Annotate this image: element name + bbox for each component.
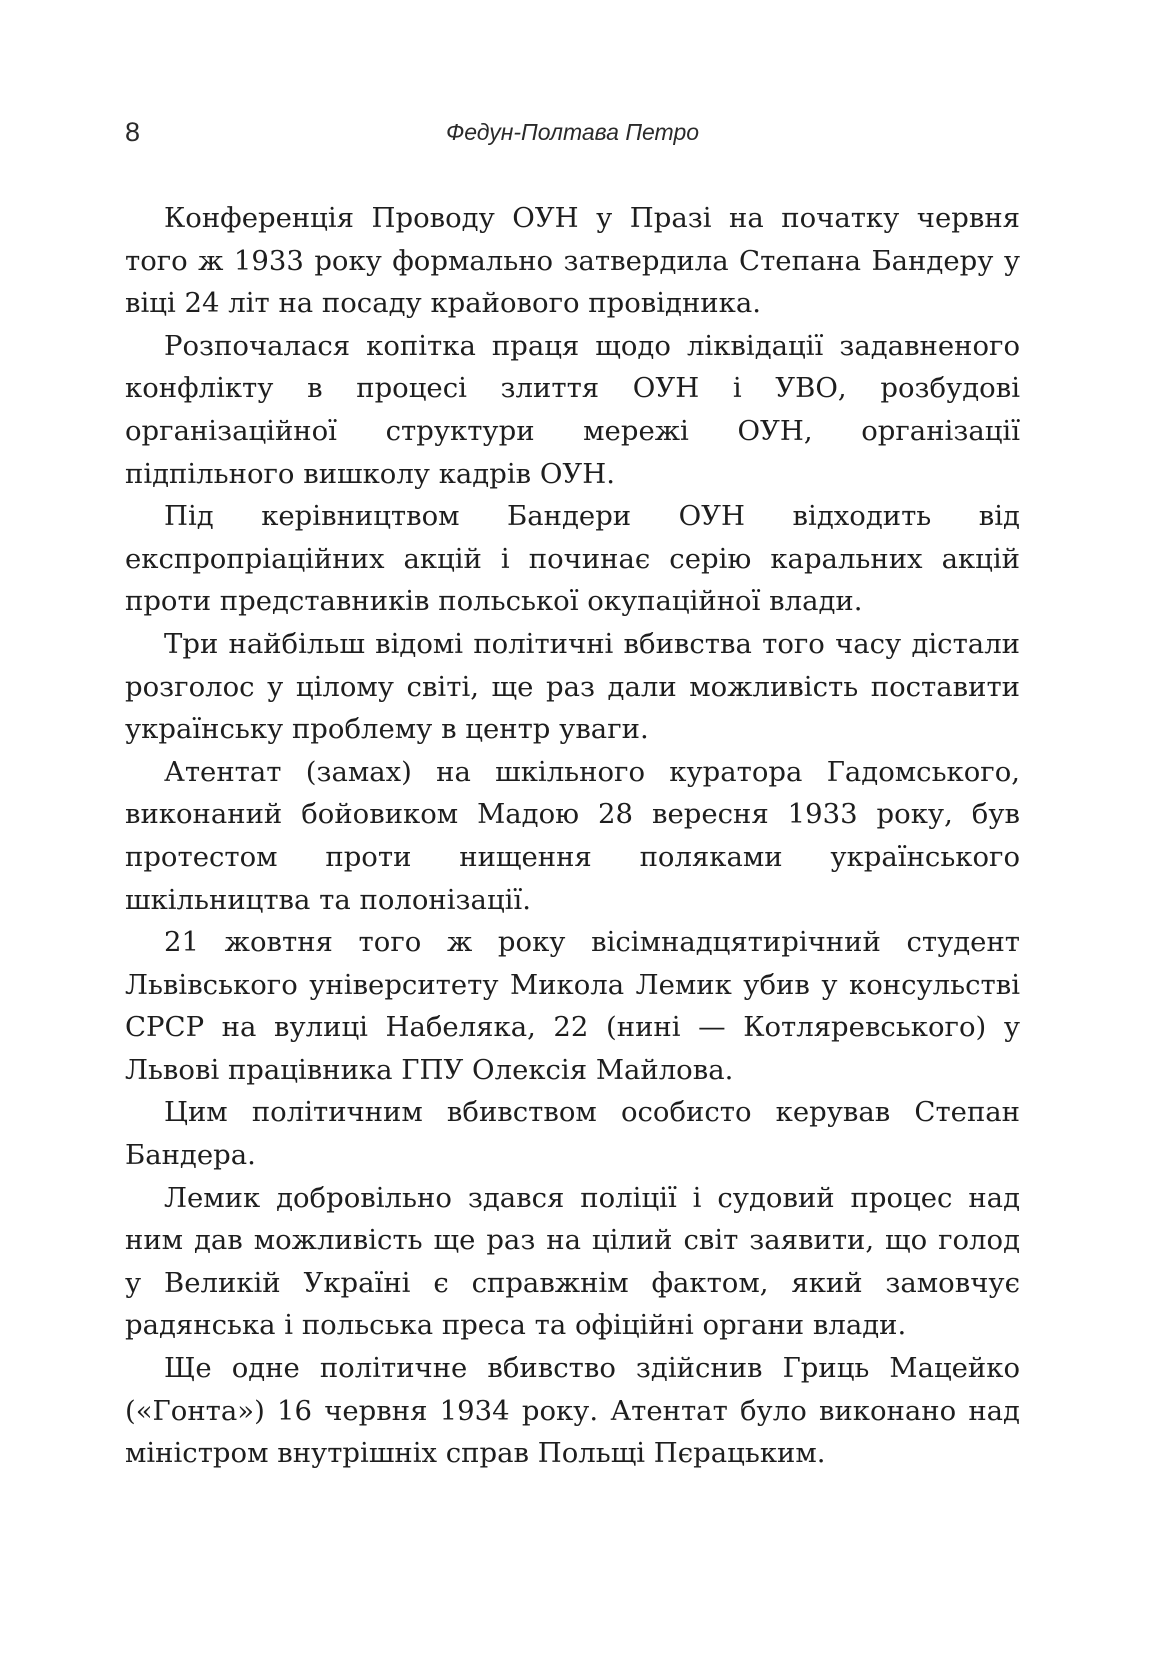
body-text bbox=[125, 197, 1020, 1475]
running-title: Федун-Полтава Петро bbox=[445, 119, 700, 145]
paragraph: Ще одне політичне вбивство здійснив Гриць Мацейко («Гонта») 16 червня 1934 року. Атентат було виконано над міністром внутрішніх справ Польщі Пєрацьким. bbox=[125, 1352, 1020, 1470]
paragraph: Розпочалася копітка праця щодо ліквідації задавненого конфлікту в процесі злиття ОУН і УВО, розбудові організаційної структури мережі ОУН, організації підпільного вишколу кадрів ОУН. bbox=[125, 329, 1020, 490]
paragraph: Три найбільш відомі політичні вбивства того часу дістали розголос у цілому світі, ще раз дали можливість поставити українську проблему в центр уваги. bbox=[125, 627, 1020, 746]
page-number: 8 bbox=[125, 117, 141, 147]
paragraph: Лемик добровільно здався поліції і судовий процес над ним дав можливість ще раз на цілий світ заявити, що голод у Великій Україні є справжнім фактом, який замовчує радянська і польська преса та офіційні органи влади. bbox=[125, 1181, 1020, 1342]
paragraph: Цим політичним вбивством особисто керував Степан Бандера. bbox=[125, 1096, 1020, 1172]
paragraph: Під керівництвом Бандери ОУН відходить від експропріаційних акцій і починає серію каральних акцій проти представників польської окупаційної влади. bbox=[125, 500, 1020, 618]
paragraph: Атентат (замах) на шкільного куратора Гадомського, виконаний бойовиком Мадою 28 вересня 1933 року, був протестом проти нищення поляками українського шкільництва та полонізації. bbox=[125, 755, 1020, 916]
paragraph: Конференція Проводу ОУН у Празі на початку червня того ж 1933 року формально затвердила Степана Бандеру у віці 24 літ на посаду крайового провідника. bbox=[125, 202, 1020, 320]
running-header bbox=[125, 112, 1020, 152]
paragraph: 21 жовтня того ж року вісімнадцятирічний студент Львівського університету Микола Лемик убив у консульстві СРСР на вулиці Набеляка, 22 (нині — Котляревського) у Львові працівника ГПУ Олексія Майлова. bbox=[125, 926, 1020, 1086]
